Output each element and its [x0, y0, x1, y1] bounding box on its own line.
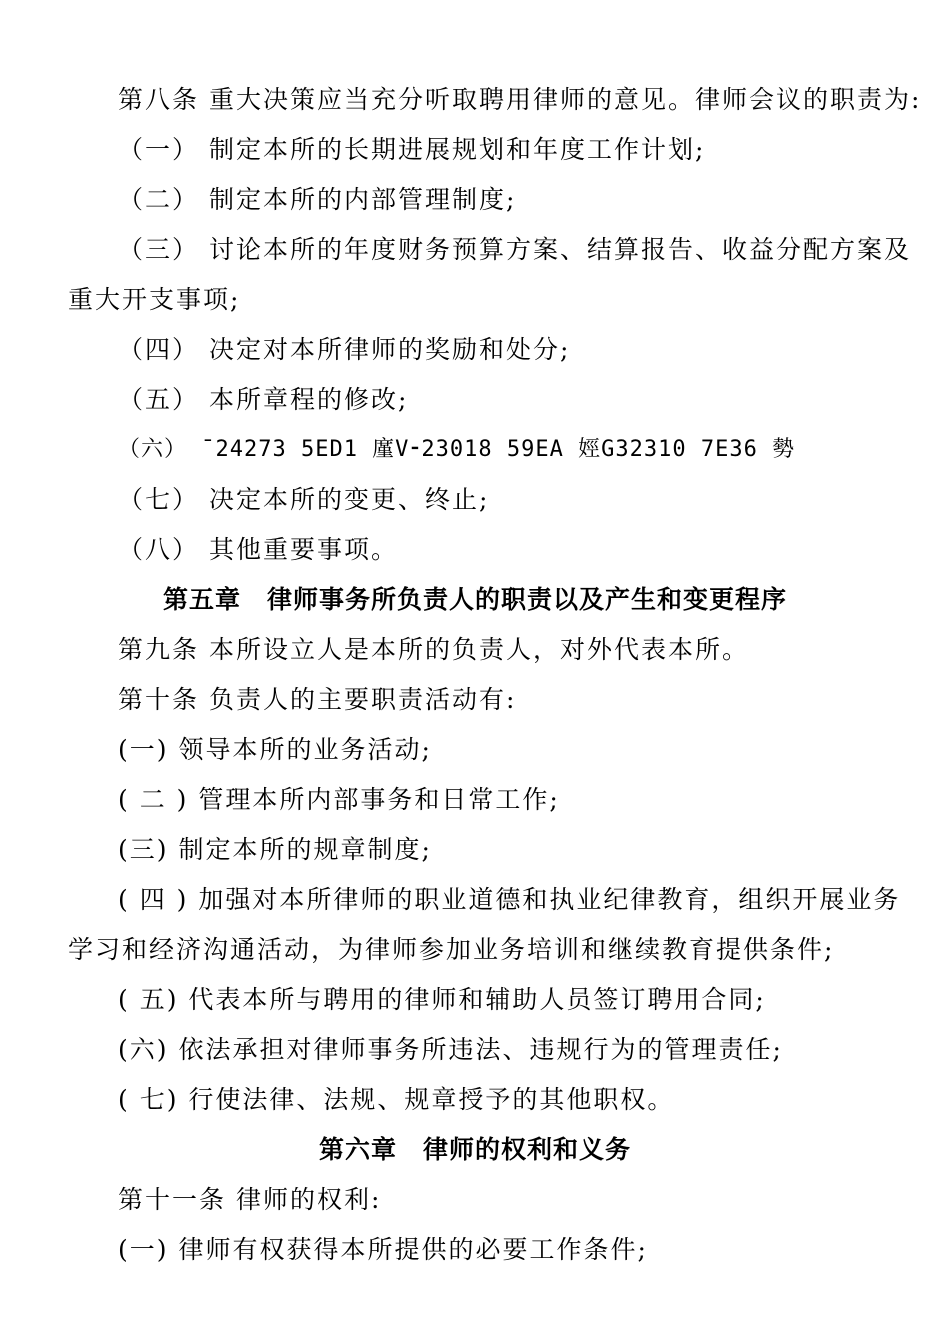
chapter-5-heading: 第五章 律师事务所负责人的职责以及产生和变更程序 — [162, 585, 787, 614]
article-11-item-1: (一) 律师有权获得本所提供的必要工作条件; — [118, 1235, 648, 1264]
article-10-item-3: (三) 制定本所的规章制度; — [118, 835, 432, 864]
article-8-item-8: （八） 其他重要事项。 — [118, 535, 398, 564]
article-8-item-7: （七） 决定本所的变更、终止; — [118, 485, 490, 514]
article-10-item-2: ( 二 ) 管理本所内部事务和日常工作; — [118, 785, 560, 814]
article-8-item-6: （六） ¯24273 5ED1 廑V⁃23018 59EA 娙G32310 7E36 勢 — [118, 437, 796, 462]
article-10-item-1: (一) 领导本所的业务活动; — [118, 735, 432, 764]
article-10-item-5: ( 五) 代表本所与聘用的律师和辅助人员签订聘用合同; — [118, 985, 766, 1014]
article-8-title: 第八条 重大决策应当充分听取聘用律师的意见。律师会议的职责为: — [118, 85, 922, 114]
article-8-item-3: （三） 讨论本所的年度财务预算方案、结算报告、收益分配方案及 — [118, 235, 911, 264]
article-10-item-7: ( 七) 行使法律、法规、规章授予的其他职权。 — [118, 1085, 675, 1114]
article-9: 第九条 本所设立人是本所的负责人，对外代表本所。 — [118, 635, 749, 664]
article-10-title: 第十条 负责人的主要职责活动有: — [118, 685, 517, 714]
chapter-6-heading: 第六章 律师的权利和义务 — [318, 1135, 631, 1164]
article-8-item-1: （一） 制定本所的长期进展规划和年度工作计划; — [118, 135, 706, 164]
article-10-item-4: ( 四 ) 加强对本所律师的职业道德和执业纪律教育，组织开展业务 — [118, 885, 901, 914]
article-10-item-6: (六) 依法承担对律师事务所违法、违规行为的管理责任; — [118, 1035, 783, 1064]
article-8-item-3-continued: 重大开支事项; — [68, 285, 241, 314]
article-8-item-5: （五） 本所章程的修改; — [118, 385, 409, 414]
article-8-item-4: （四） 决定对本所律师的奖励和处分; — [118, 335, 571, 364]
article-10-item-4-continued: 学习和经济沟通活动，为律师参加业务培训和继续教育提供条件; — [68, 935, 835, 964]
article-11-title: 第十一条 律师的权利: — [118, 1185, 382, 1214]
article-8-item-2: （二） 制定本所的内部管理制度; — [118, 185, 517, 214]
